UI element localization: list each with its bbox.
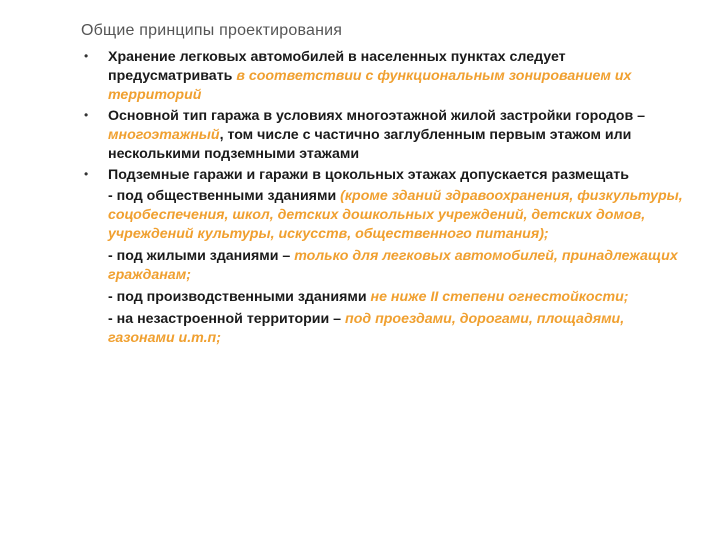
sub-item [78,247,688,285]
bullet-item [78,48,688,105]
sub-item-highlight-text: (кроме зданий здравоохранения, физкультуры, соцобеспечения, школ, детских дошкольных учреждений, детских домов, учреждений культуры, искусств, общественного питания); [108,188,683,242]
bullet-item [78,166,688,185]
bullet-highlight-text: в соответствии с функциональным зонированием их территорий [108,68,632,103]
bullet-highlight-text: многоэтажный [108,127,220,143]
sub-item [78,310,688,348]
sub-item-highlight-text: только для легковых автомобилей, принадлежащих гражданам; [108,248,678,283]
sub-item-highlight-text: не ниже II степени огнестойкости; [370,289,629,305]
sub-item-plain-text: - под общественными зданиями [108,188,341,204]
bullet-text [108,107,688,164]
bullet-plain-text: Подземные гаражи и гаражи в цокольных этажах допускается размещать [108,167,629,183]
bullet-list [78,48,688,348]
sub-item-plain-text: - под жилыми зданиями – [108,248,295,264]
bullet-dot: • [84,108,89,122]
bullet-dot: • [84,49,89,63]
bullet-plain-text: Основной тип гаража в условиях многоэтажной жилой застройки городов – [108,108,646,124]
sub-item [78,187,688,244]
bullet-text [108,48,688,105]
sub-item-plain-text: - под производственными зданиями [108,289,371,305]
bullet-plain-text: Хранение легковых автомобилей в населенных пунктах следует предусматривать [108,49,566,84]
bullet-item [78,107,688,164]
sub-item-plain-text: - на незастроенной территории – [108,311,346,327]
sub-item-highlight-text: под проездами, дорогами, площадями, газонами и.т.п; [108,311,625,346]
slide-title: Общие принципы проектирования [81,22,343,39]
bullet-dot: • [84,167,89,181]
sub-item [78,288,688,307]
bullet-text [108,166,688,185]
bullet-tail-text: , том числе с частично заглубленным первым этажом или несколькими подземными этажами [108,127,632,162]
